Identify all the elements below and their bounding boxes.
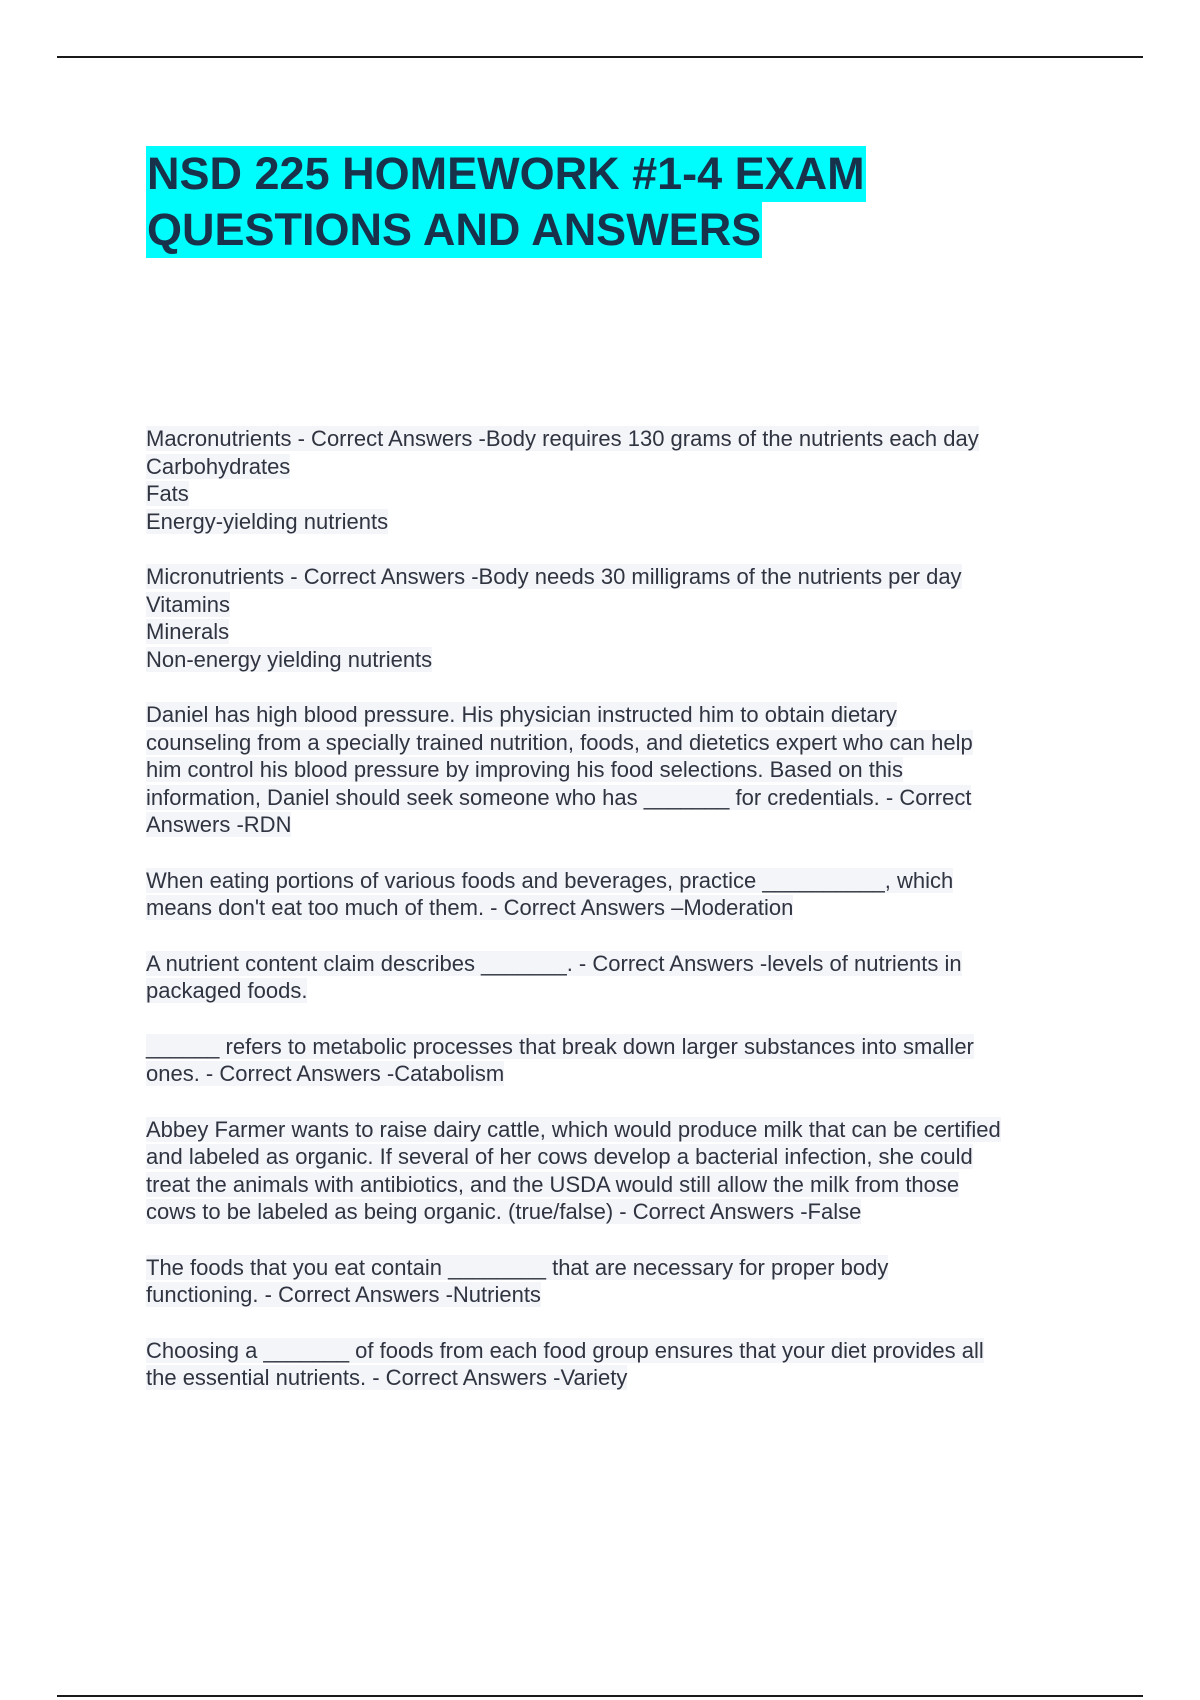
qa-line-text: him control his blood pressure by improving his food selections. Based on this (146, 757, 903, 782)
qa-line-text: When eating portions of various foods and beverages, practice __________, which (146, 867, 954, 893)
qa-line (146, 1171, 1096, 1199)
qa-line-text: Choosing a _______ of foods from each food group ensures that your diet provides all (146, 1337, 984, 1363)
qa-line-text: means don't eat too much of them. - Correct Answers –Moderation (146, 895, 794, 920)
qa-line (146, 867, 1096, 895)
qa-line-text: functioning. - Correct Answers -Nutrients (146, 1282, 541, 1307)
qa-line-text: Non-energy yielding nutrients (146, 646, 433, 672)
qa-line-text: counseling from a specially trained nutrition, foods, and dietetics expert who can help (146, 729, 973, 755)
title-line-2: QUESTIONS AND ANSWERS (146, 202, 762, 258)
qa-line-text: Abbey Farmer wants to raise dairy cattle, which would produce milk that can be certified (146, 1116, 1001, 1142)
qa-entry (146, 1033, 1096, 1088)
footer-rule (57, 1695, 1143, 1697)
qa-line (146, 1116, 1096, 1144)
qa-line (146, 1143, 1096, 1171)
qa-list (146, 425, 1096, 1420)
qa-line (146, 591, 1096, 619)
qa-entry (146, 867, 1096, 922)
qa-line (146, 1060, 1096, 1088)
qa-entry (146, 425, 1096, 535)
qa-line-text: information, Daniel should seek someone who has _______ for credentials. - Correct (146, 784, 972, 810)
qa-line-text: treat the animals with antibiotics, and the USDA would still allow the milk from those (146, 1171, 960, 1197)
qa-line-text: The foods that you eat contain ________ that are necessary for proper body (146, 1254, 889, 1280)
qa-line-text: Macronutrients - Correct Answers -Body requires 130 grams of the nutrients each day (146, 426, 979, 451)
qa-line (146, 646, 1096, 674)
qa-line-text: Answers -RDN (146, 812, 292, 837)
qa-line (146, 894, 1096, 922)
qa-line-text: ones. - Correct Answers -Catabolism (146, 1061, 505, 1086)
qa-entry (146, 950, 1096, 1005)
qa-line-text: Vitamins (146, 591, 230, 617)
qa-line (146, 977, 1096, 1005)
header-rule (57, 56, 1143, 58)
qa-line-text: Fats (146, 481, 189, 506)
qa-line (146, 563, 1096, 591)
qa-line (146, 1337, 1096, 1365)
qa-entry (146, 1116, 1096, 1226)
qa-line (146, 784, 1096, 812)
qa-line (146, 1033, 1096, 1061)
qa-line-text: Micronutrients - Correct Answers -Body needs 30 milligrams of the nutrients per day (146, 564, 962, 589)
document-title (146, 146, 1046, 258)
title-line-1: NSD 225 HOMEWORK #1-4 EXAM (146, 146, 866, 202)
qa-line (146, 950, 1096, 978)
qa-line (146, 480, 1096, 508)
qa-line (146, 1198, 1096, 1226)
qa-entry (146, 1337, 1096, 1392)
qa-line (146, 701, 1096, 729)
qa-line (146, 729, 1096, 757)
qa-line-text: Energy-yielding nutrients (146, 508, 389, 534)
qa-line-text: Minerals (146, 619, 230, 644)
qa-line (146, 1364, 1096, 1392)
qa-line (146, 453, 1096, 481)
qa-line (146, 756, 1096, 784)
qa-entry (146, 563, 1096, 673)
qa-line-text: A nutrient content claim describes _______. - Correct Answers -levels of nutrients in (146, 950, 962, 976)
qa-line-text: and labeled as organic. If several of her cows develop a bacterial infection, she could (146, 1144, 973, 1169)
qa-line (146, 508, 1096, 536)
qa-line-text: Daniel has high blood pressure. His physician instructed him to obtain dietary (146, 702, 897, 727)
qa-line-text: Carbohydrates (146, 453, 291, 479)
qa-line (146, 618, 1096, 646)
qa-line-text: cows to be labeled as being organic. (true/false) - Correct Answers -False (146, 1199, 862, 1224)
qa-line-text: packaged foods. (146, 978, 308, 1003)
qa-entry (146, 701, 1096, 839)
qa-line (146, 1254, 1096, 1282)
qa-line (146, 1281, 1096, 1309)
qa-entry (146, 1254, 1096, 1309)
qa-line-text: ______ refers to metabolic processes that break down larger substances into smaller (146, 1033, 974, 1059)
qa-line (146, 425, 1096, 453)
qa-line-text: the essential nutrients. - Correct Answers -Variety (146, 1365, 628, 1390)
qa-line (146, 811, 1096, 839)
